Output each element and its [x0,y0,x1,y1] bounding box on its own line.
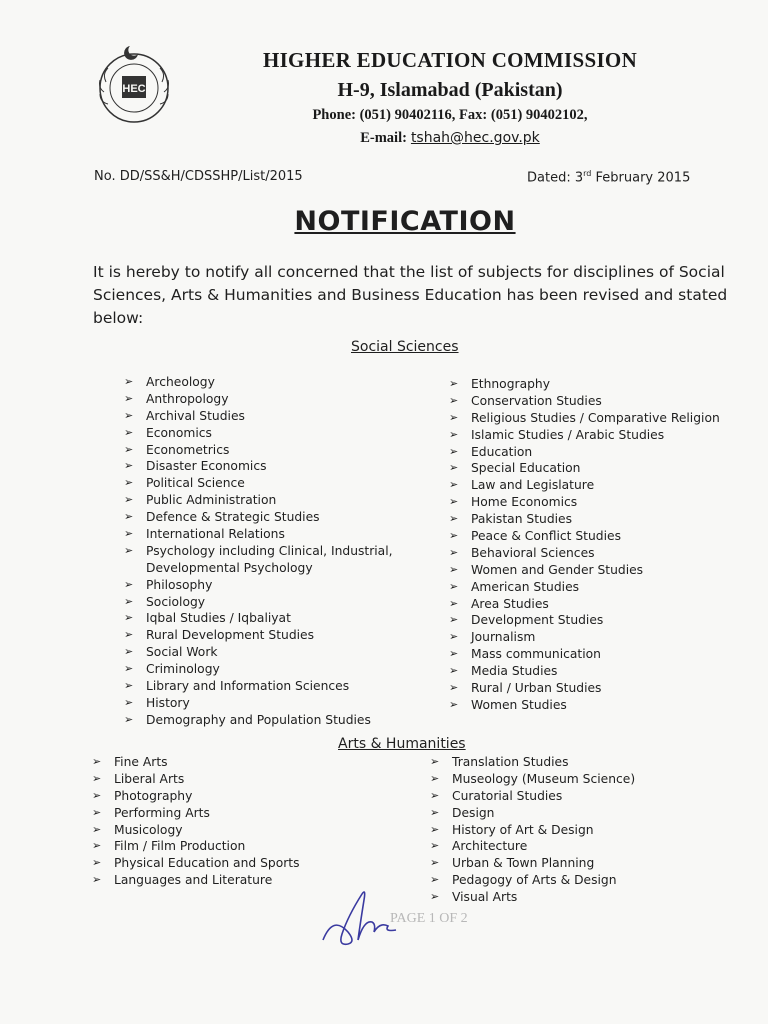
subject-item [430,754,635,771]
subject-label: Visual Arts [452,890,518,905]
date-rest: February 2015 [595,170,691,186]
subject-item [449,511,720,528]
bullet-arrow-icon: ➢ [430,788,440,802]
subject-item [449,393,720,410]
subject-item [124,526,393,543]
bullet-arrow-icon: ➢ [124,476,134,490]
subject-label: Media Studies [471,664,558,679]
subject-item [449,562,720,579]
intro-paragraph: It is hereby to notify all concerned that the list of subjects for disciplines of Social Sciences, Arts & Humanities and Business Education has been revised and stated below: [93,263,728,327]
subject-item [124,610,393,627]
subject-label: Performing Arts [114,805,210,820]
subject-item [449,680,720,697]
subject-item [124,661,393,678]
subject-item [430,805,635,822]
subject-label: Urban & Town Planning [452,856,595,871]
bullet-arrow-icon: ➢ [92,788,102,802]
bullet-arrow-icon: ➢ [430,755,440,768]
bullet-arrow-icon: ➢ [430,890,440,904]
bullet-arrow-icon: ➢ [124,527,134,541]
subject-label: Women Studies [471,697,567,712]
org-phone-fax: Phone: (051) 90402116, Fax: (051) 90402102, [312,107,588,123]
subject-label: Iqbal Studies / Iqbaliyat [146,611,291,626]
subject-label: Archival Studies [146,408,245,423]
subject-label: History of Art & Design [452,822,594,837]
subject-item [146,560,393,577]
bullet-arrow-icon: ➢ [92,873,102,887]
subject-item [449,410,720,427]
bullet-arrow-icon: ➢ [124,628,134,642]
date-line [527,169,690,185]
subject-label: Religious Studies / Comparative Religion [471,410,720,425]
bullet-arrow-icon: ➢ [449,377,459,390]
bullet-arrow-icon: ➢ [449,478,459,492]
bullet-arrow-icon: ➢ [124,408,134,422]
subject-label: History [146,695,190,710]
bullet-arrow-icon: ➢ [449,596,459,610]
subject-label: Physical Education and Sports [114,856,300,871]
bullet-arrow-icon: ➢ [449,393,459,407]
subject-item [449,629,720,646]
org-address: H-9, Islamabad (Pakistan) [337,79,563,101]
date-label: Dated: [527,170,571,186]
bullet-arrow-icon: ➢ [124,679,134,693]
subject-label: Development Studies [471,613,604,628]
subject-item [124,458,393,475]
subject-label: Disaster Economics [146,459,267,474]
subject-label: Photography [114,788,193,803]
subject-label: Fine Arts [114,755,168,769]
subject-label: Developmental Psychology [146,560,313,575]
subject-label: Peace & Conflict Studies [471,529,621,544]
subject-item [92,771,300,788]
subject-label: Archeology [146,375,215,389]
bullet-arrow-icon: ➢ [92,839,102,853]
subject-item [449,596,720,613]
subject-label: Islamic Studies / Arabic Studies [471,427,665,442]
subject-label: Education [471,444,533,459]
subject-label: Pakistan Studies [471,512,573,527]
subject-label: Women and Gender Studies [471,562,644,577]
subject-item [92,838,300,855]
bullet-arrow-icon: ➢ [124,594,134,608]
subject-label: Film / Film Production [114,839,246,854]
subject-item [124,391,393,408]
subject-label: Psychology including Clinical, Industrial, [146,543,393,558]
subject-label: Journalism [471,630,536,645]
arts-humanities-left-list [92,754,300,889]
email-label: E-mail: [360,130,407,146]
subject-item [449,477,720,494]
subject-label: Ethnography [471,377,550,391]
subject-label: Law and Legislature [471,478,595,493]
subject-item [449,444,720,461]
subject-label: Design [452,805,495,820]
subject-item [124,475,393,492]
hec-logo [92,42,176,126]
subject-item [92,872,300,889]
bullet-arrow-icon: ➢ [449,444,459,458]
subject-label: American Studies [471,579,580,594]
bullet-arrow-icon: ➢ [430,856,440,870]
subject-item [124,543,393,560]
subject-label: Conservation Studies [471,393,602,408]
bullet-arrow-icon: ➢ [449,512,459,526]
subject-item [430,822,635,839]
subject-item [430,872,635,889]
bullet-arrow-icon: ➢ [430,805,440,819]
subject-item [449,376,720,393]
subject-item [430,771,636,788]
subject-item [430,788,635,805]
bullet-arrow-icon: ➢ [449,562,459,576]
bullet-arrow-icon: ➢ [449,545,459,559]
arts-humanities-right-list [430,754,636,906]
subject-item [124,627,393,644]
subject-label: Political Science [146,476,245,491]
subject-item [92,822,300,839]
subject-label: Sociology [146,594,206,609]
bullet-arrow-icon: ➢ [124,425,134,439]
social-sciences-heading: Social Sciences [351,339,459,355]
subject-label: Econometrics [146,442,230,457]
arts-humanities-heading: Arts & Humanities [338,736,466,752]
bullet-arrow-icon: ➢ [449,427,459,441]
subject-label: Anthropology [146,391,229,406]
date-day: 3 [574,170,584,186]
subject-label: Social Work [146,645,218,660]
subject-label: Curatorial Studies [452,788,563,803]
subject-item [430,889,635,906]
subject-item [124,374,393,391]
bullet-arrow-icon: ➢ [449,681,459,695]
social-sciences-left-list [124,374,393,729]
subject-label: Liberal Arts [114,771,185,786]
bullet-arrow-icon: ➢ [449,664,459,678]
subject-item [124,678,393,695]
subject-item [124,695,393,712]
bullet-arrow-icon: ➢ [449,495,459,509]
bullet-arrow-icon: ➢ [124,493,134,507]
subject-item [449,494,720,511]
subject-label: Rural Development Studies [146,628,315,643]
subject-label: Languages and Literature [114,873,273,888]
date-suffix: rd [583,169,592,178]
subject-label: Demography and Population Studies [146,712,371,727]
subject-label: Mass communication [471,647,601,662]
subject-label: Rural / Urban Studies [471,681,602,696]
bullet-arrow-icon: ➢ [124,510,134,524]
bullet-arrow-icon: ➢ [124,543,134,557]
subject-item [124,425,393,442]
email-link[interactable]: tshah@hec.gov.pk [410,130,540,146]
subject-label: Home Economics [471,495,578,510]
bullet-arrow-icon: ➢ [92,755,102,768]
subject-item [92,855,300,872]
bullet-arrow-icon: ➢ [449,410,459,424]
page-title: NOTIFICATION [294,206,516,237]
subject-item [124,577,393,594]
bullet-arrow-icon: ➢ [124,577,134,591]
subject-item [430,855,635,872]
org-email-line [170,130,730,147]
bullet-arrow-icon: ➢ [449,461,459,475]
subject-label: Library and Information Sciences [146,679,350,694]
subject-item [449,579,720,596]
subject-item [92,754,300,771]
subject-item [124,644,393,661]
svg-text:HEC: HEC [122,83,146,95]
subject-label: Defence & Strategic Studies [146,510,320,525]
subject-label: Special Education [471,461,581,476]
subject-item [430,838,635,855]
subject-item [449,663,720,680]
bullet-arrow-icon: ➢ [124,662,134,676]
bullet-arrow-icon: ➢ [124,695,134,709]
subject-item [124,594,393,611]
subject-item [449,612,720,629]
subject-item [124,442,393,459]
subject-label: Musicology [114,822,183,837]
subject-item [449,697,720,714]
signature [315,870,425,955]
subject-item [449,545,720,562]
subject-item [124,492,393,509]
subject-label: Architecture [452,839,528,854]
bullet-arrow-icon: ➢ [449,613,459,627]
bullet-arrow-icon: ➢ [449,630,459,644]
subject-item [449,646,720,663]
subject-label: Economics [146,425,212,440]
bullet-arrow-icon: ➢ [430,839,440,853]
subject-item [449,460,720,477]
subject-label: International Relations [146,527,285,542]
subject-item [124,712,393,729]
subject-label: Translation Studies [452,755,569,769]
subject-item [92,805,300,822]
bullet-arrow-icon: ➢ [124,611,134,625]
bullet-arrow-icon: ➢ [124,712,134,726]
bullet-arrow-icon: ➢ [449,579,459,593]
subject-item [92,788,300,805]
bullet-arrow-icon: ➢ [92,771,102,785]
bullet-arrow-icon: ➢ [124,391,134,405]
bullet-arrow-icon: ➢ [449,529,459,543]
subject-item [124,509,393,526]
subject-label: Criminology [146,662,220,677]
subject-item [449,528,720,545]
bullet-arrow-icon: ➢ [430,873,440,887]
page-number: PAGE 1 OF 2 [390,911,468,926]
subject-label: Philosophy [146,577,213,592]
subject-label: Pedagogy of Arts & Design [452,873,617,888]
bullet-arrow-icon: ➢ [449,697,459,711]
bullet-arrow-icon: ➢ [124,442,134,456]
subject-label: Behavioral Sciences [471,545,595,560]
bullet-arrow-icon: ➢ [449,647,459,661]
subject-item [449,427,720,444]
org-name: HIGHER EDUCATION COMMISSION [262,48,638,72]
bullet-arrow-icon: ➢ [430,771,440,785]
subject-label: Museology (Museum Science) [452,771,636,786]
bullet-arrow-icon: ➢ [430,822,440,836]
bullet-arrow-icon: ➢ [124,645,134,659]
reference-number: No. DD/SS&H/CDSSHP/List/2015 [94,169,303,184]
subject-item [124,408,393,425]
bullet-arrow-icon: ➢ [124,459,134,473]
subject-label: Public Administration [146,493,277,508]
bullet-arrow-icon: ➢ [124,375,134,388]
social-sciences-right-list [449,376,720,714]
bullet-arrow-icon: ➢ [92,805,102,819]
bullet-arrow-icon: ➢ [92,856,102,870]
bullet-arrow-icon: ➢ [92,822,102,836]
subject-label: Area Studies [471,596,549,611]
